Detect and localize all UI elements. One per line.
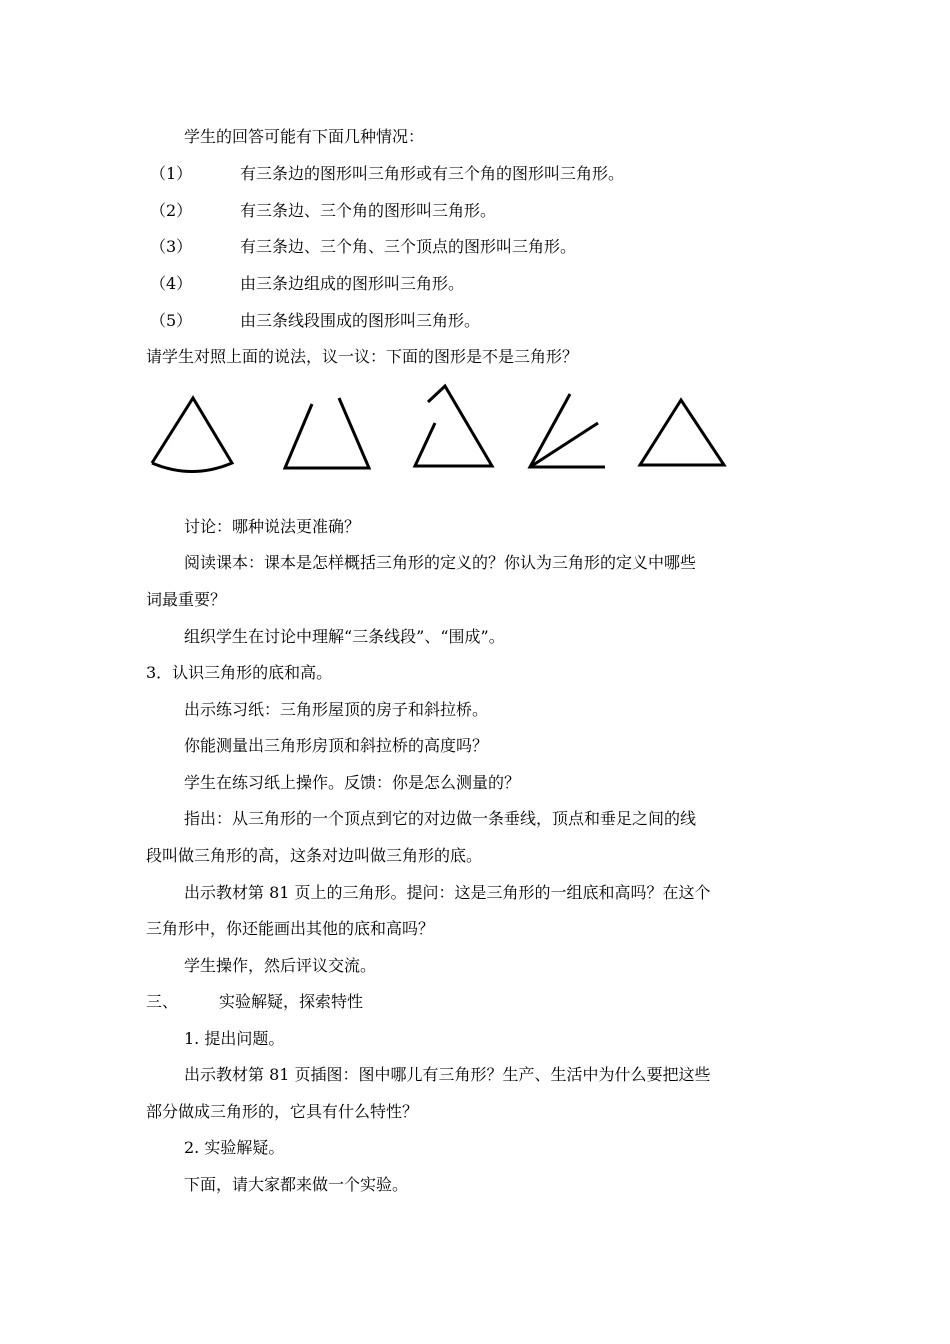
answer-number: （3） [150,237,193,256]
shape-figure [140,376,740,486]
answer-number: （1） [150,164,193,183]
experiment-intro-text: 下面，请大家都来做一个实验。 [184,1175,409,1194]
answer-number: （4） [150,274,193,293]
angle-rays [530,394,605,467]
answer-text: 有三条边、三个角、三个顶点的图形叫三角形。 [240,237,577,256]
illustration-text-cont: 部分做成三角形的，它具有什么特性？ [146,1102,419,1121]
operate-text: 学生在练习纸上操作。反馈：你是怎么测量的？ [184,773,521,792]
answer-number: （2） [150,201,193,220]
ask-measure-text: 你能测量出三角形房顶和斜拉桥的高度吗？ [184,736,489,755]
show81-text: 出示教材第 81 页上的三角形。提问：这是三角形的一组底和高吗？在这个 [184,883,711,902]
answer-text: 由三条线段围成的图形叫三角形。 [240,311,481,330]
show81-text-cont: 三角形中，你还能画出其他的底和高吗？ [146,919,435,938]
question-text: 请学生对照上面的说法，议一议：下面的图形是不是三角形？ [146,347,579,366]
point-text-cont: 段叫做三角形的高，这条对边叫做三角形的底。 [146,846,483,865]
illustration-text: 出示教材第 81 页插图：图中哪儿有三角形？生产、生活中为什么要把这些 [184,1065,711,1084]
answer-text: 由三条边组成的图形叫三角形。 [240,274,465,293]
intro-text: 学生的回答可能有下面几种情况： [184,127,425,146]
read-text: 阅读课本：课本是怎样概括三角形的定义的？你认为三角形的定义中哪些 [184,553,697,572]
organize-text: 组织学生在讨论中理解“三条线段”、“围成”。 [184,627,505,646]
answer-number: （5） [150,311,193,330]
discuss-text: 讨论：哪种说法更准确？ [184,517,361,536]
operate2-text: 学生操作，然后评议交流。 [184,956,377,975]
experiment-heading: 2. 实验解疑。 [184,1138,285,1157]
point-text: 指出：从三角形的一个顶点到它的对边做一条垂线，顶点和垂足之间的线 [184,809,697,828]
show-paper-text: 出示练习纸：三角形屋顶的房子和斜拉桥。 [184,700,489,719]
sector-shape [152,398,232,472]
section-3-heading: 3．认识三角形的底和高。 [146,663,333,682]
part-3-title: 实验解疑，探索特性 [219,992,364,1011]
read-text-cont: 词最重要？ [146,590,227,609]
triangle [640,400,724,465]
broken-triangle [415,386,492,466]
raise-question-heading: 1. 提出问题。 [184,1029,285,1048]
answer-text: 有三条边、三个角的图形叫三角形。 [240,201,497,220]
answer-text: 有三条边的图形叫三角形或有三个角的图形叫三角形。 [240,164,625,183]
part-3-number: 三、 [146,992,179,1011]
open-triangle [285,398,369,468]
